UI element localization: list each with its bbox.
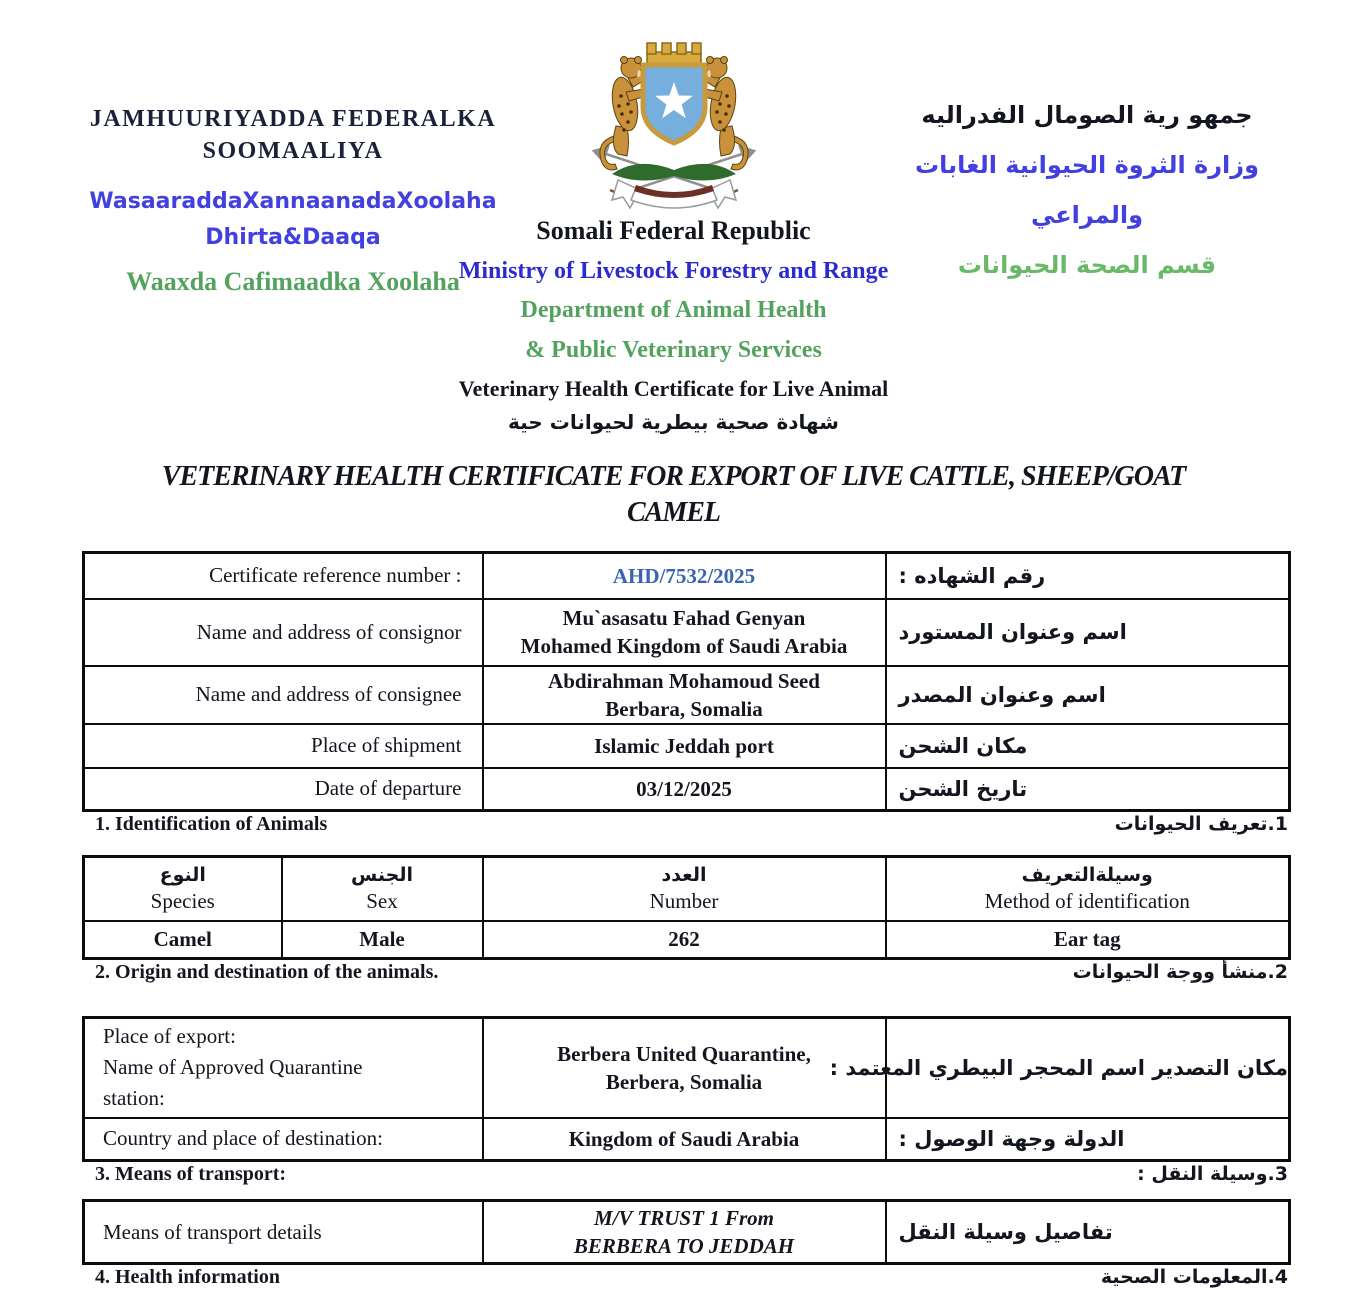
document-title	[0, 461, 1347, 529]
export-place-value-line2: Berbera, Somalia	[605, 1069, 763, 1094]
header-arabic-block	[882, 98, 1292, 282]
export-place-label-line2: Name of Approved Quarantine	[103, 1055, 363, 1080]
shipment-place-label-arabic: مكان الشحن	[886, 724, 1290, 768]
cert-ref-value: AHD/7532/2025	[483, 553, 886, 599]
table-row	[84, 921, 1290, 959]
ministry-name-english: Ministry of Livestock Forestry and Range	[458, 258, 889, 284]
destination-label: Country and place of destination:	[84, 1118, 483, 1161]
export-place-label	[84, 1018, 483, 1118]
ministry-name-arabic-line1: وزارة الثروة الحيوانية الغابات	[915, 151, 1259, 179]
shipment-place-label: Place of shipment	[84, 724, 483, 768]
table-header-row	[84, 857, 1290, 921]
consignor-value-line2: Mohamed Kingdom of Saudi Arabia	[520, 634, 848, 658]
shipment-place-value: Islamic Jeddah port	[483, 724, 886, 768]
table-row	[84, 724, 1290, 768]
ministry-name-arabic-line2: والمراعي	[1030, 201, 1144, 229]
species-header-english: Species	[150, 888, 215, 913]
republic-name-arabic: جمهو رية الصومال الفدراليه	[921, 101, 1253, 129]
republic-name-somali-line1: JAMHUURIYADDA FEDERALKA	[89, 106, 497, 132]
ministry-name-somali-line2: Dhirta&Daaqa	[205, 225, 381, 250]
department-name-english-line2: & Public Veterinary Services	[525, 337, 822, 363]
section-3-heading	[82, 1163, 1288, 1186]
consignee-label: Name and address of consignee	[84, 666, 483, 724]
cert-ref-label: Certificate reference number :	[84, 553, 483, 599]
number-value: 262	[483, 921, 886, 959]
section-4-title-english: 4. Health information	[95, 1266, 280, 1288]
export-place-value-line1: Berbera United Quarantine,	[557, 1041, 811, 1066]
section-2-title-arabic: 2.منشأ ووجة الحيوانات	[1072, 961, 1288, 983]
department-name-english-line1: Department of Animal Health	[520, 297, 827, 323]
certificate-subtitle-english: Veterinary Health Certificate for Live Animal	[458, 376, 889, 401]
certificate-details-table	[82, 551, 1291, 812]
table-row	[84, 1201, 1290, 1264]
section-1-title-english: 1. Identification of Animals	[95, 813, 328, 835]
species-header-arabic: النوع	[159, 863, 206, 886]
table-row	[84, 666, 1290, 724]
certificate-subtitle-arabic: شهادة صحية بيطرية لحيوانات حية	[508, 410, 839, 434]
transport-details-label-arabic: تفاصيل وسيلة النقل	[886, 1201, 1290, 1264]
method-header	[886, 857, 1290, 921]
cert-ref-label-arabic: رقم الشهاده :	[886, 553, 1290, 599]
export-place-label-arabic: مكان التصدير اسم المحجر البيطري المعتمد :	[886, 1018, 1290, 1118]
transport-details-value	[483, 1201, 886, 1264]
ministry-name-somali-line1: WasaaraddaXannaanadaXoolaha	[89, 189, 497, 214]
consignor-label: Name and address of consignor	[84, 599, 483, 666]
department-name-arabic: قسم الصحة الحيوانات	[957, 251, 1217, 279]
consignee-value	[483, 666, 886, 724]
number-header	[483, 857, 886, 921]
section-3-title-english: 3. Means of transport:	[95, 1163, 287, 1185]
republic-name-somali-line2: SOOMAALIYA	[202, 138, 384, 164]
identification-table	[82, 855, 1291, 960]
consignee-label-arabic: اسم وعنوان المصدر	[886, 666, 1290, 724]
sex-value: Male	[282, 921, 483, 959]
document-title-line1: VETERINARY HEALTH CERTIFICATE FOR EXPORT OF LIVE CATTLE, SHEEP/GOAT	[161, 461, 1186, 492]
section-2-title-english: 2. Origin and destination of the animals.	[95, 961, 439, 983]
sex-header-arabic: الجنس	[351, 863, 413, 886]
table-row	[84, 1118, 1290, 1161]
export-place-label-line3: station:	[103, 1086, 165, 1111]
sex-header-english: Sex	[366, 888, 398, 913]
destination-label-arabic: الدولة وجهة الوصول :	[886, 1118, 1290, 1161]
method-header-english: Method of identification	[984, 888, 1190, 913]
table-row	[84, 1018, 1290, 1118]
sex-header	[282, 857, 483, 921]
section-4-heading-partial	[82, 1266, 1288, 1289]
destination-value: Kingdom of Saudi Arabia	[483, 1118, 886, 1161]
export-place-label-line1: Place of export:	[103, 1024, 236, 1049]
species-header	[84, 857, 282, 921]
consignee-value-line2: Berbara, Somalia	[605, 696, 763, 721]
table-row	[84, 768, 1290, 811]
table-row	[84, 553, 1290, 599]
somalia-coat-of-arms-icon	[584, 40, 764, 208]
consignor-label-arabic: اسم وعنوان المستورد	[886, 599, 1290, 666]
consignor-value	[483, 599, 886, 666]
section-1-heading	[82, 813, 1288, 836]
origin-destination-table	[82, 1016, 1291, 1162]
transport-details-value-line1: M/V TRUST 1 From	[594, 1206, 774, 1230]
section-4-title-arabic: 4.المعلومات الصحية	[1100, 1266, 1288, 1288]
document-title-line2: CAMEL	[626, 497, 721, 528]
number-header-english: Number	[649, 888, 719, 913]
species-value: Camel	[84, 921, 282, 959]
department-name-somali: Waaxda Cafimaadka Xoolaha	[126, 267, 460, 296]
export-place-value	[483, 1018, 886, 1118]
number-header-arabic: العدد	[661, 863, 707, 886]
section-1-title-arabic: 1.تعريف الحيوانات	[1114, 813, 1288, 835]
departure-date-value: 03/12/2025	[483, 768, 886, 811]
method-value: Ear tag	[886, 921, 1290, 959]
table-row	[84, 599, 1290, 666]
section-3-title-arabic: 3.وسيلة النقل :	[1137, 1163, 1288, 1185]
consignor-value-line1: Mu`asasatu Fahad Genyan	[562, 606, 806, 630]
departure-date-label: Date of departure	[84, 768, 483, 811]
section-2-heading	[82, 961, 1288, 984]
transport-details-label: Means of transport details	[84, 1201, 483, 1264]
departure-date-label-arabic: تاريخ الشحن	[886, 768, 1290, 811]
republic-name-english: Somali Federal Republic	[536, 216, 811, 245]
transport-table	[82, 1199, 1291, 1265]
transport-details-value-line2: BERBERA TO JEDDAH	[573, 1234, 795, 1258]
consignee-value-line1: Abdirahman Mohamoud Seed	[548, 668, 820, 693]
method-header-arabic: وسيلةالتعريف	[1021, 863, 1153, 886]
